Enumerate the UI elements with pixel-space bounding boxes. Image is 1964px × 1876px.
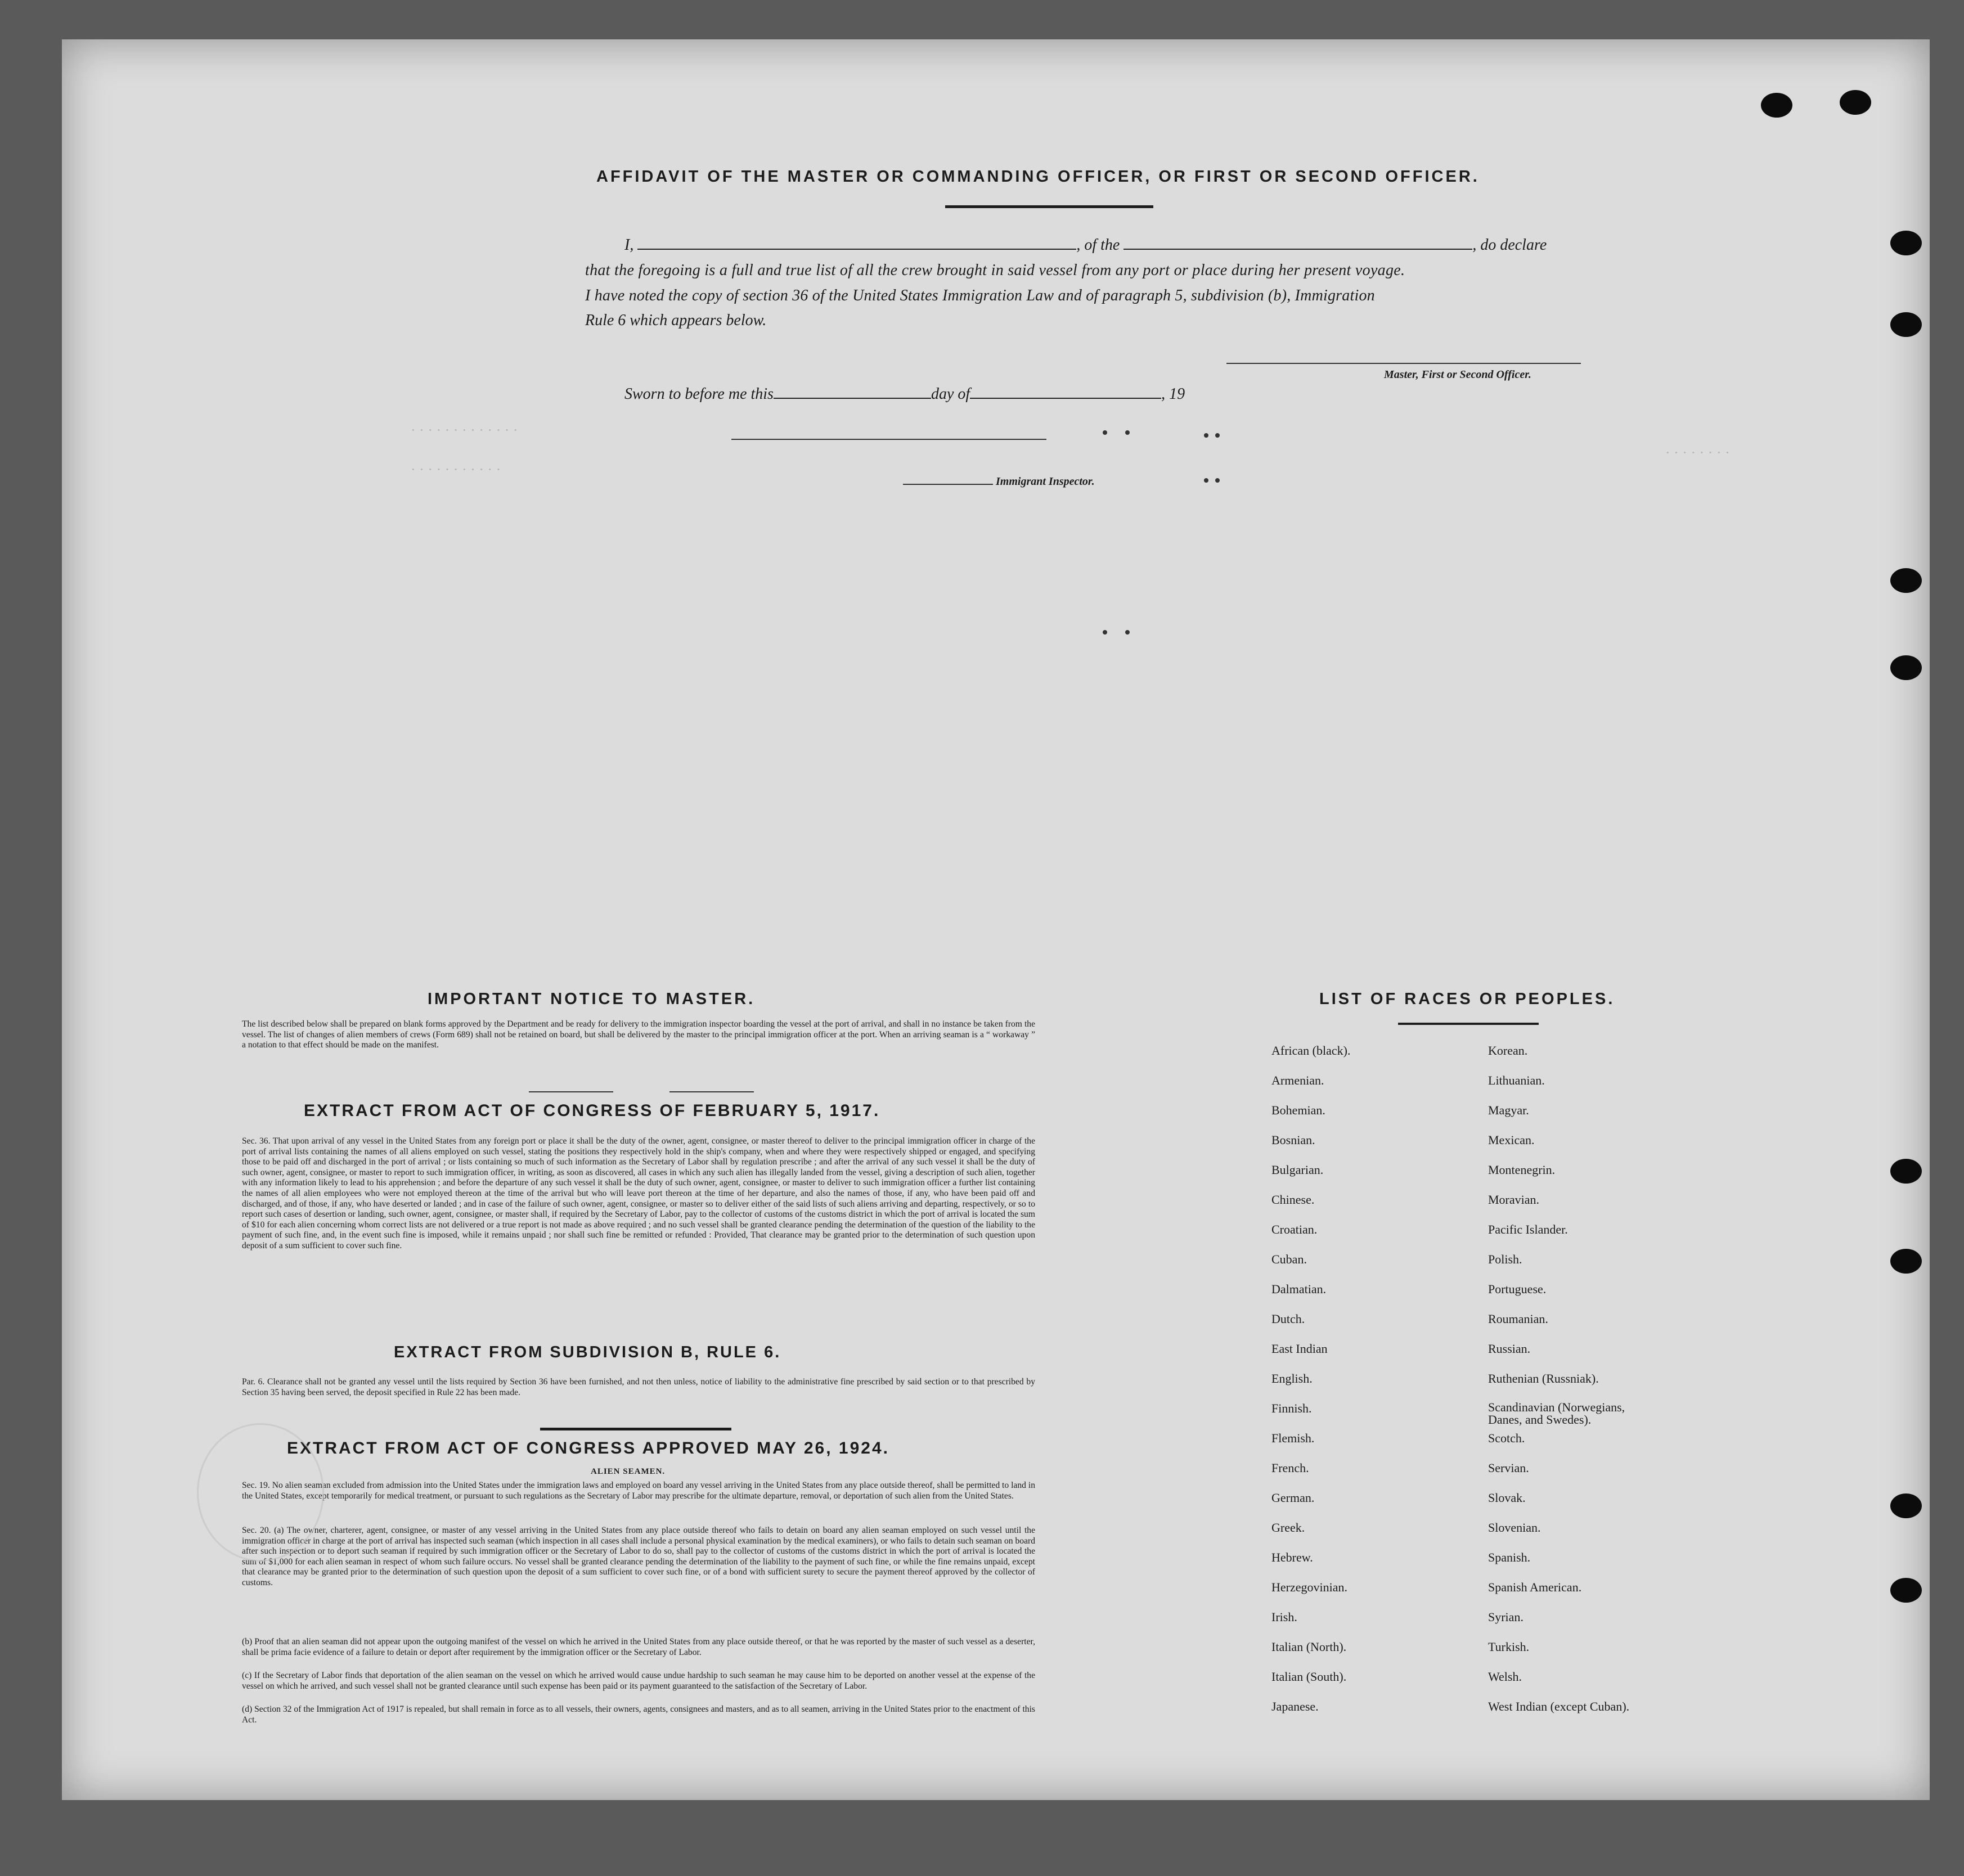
- speck: [1204, 433, 1208, 438]
- race-item: West Indian (except Cuban).: [1488, 1699, 1630, 1713]
- race-item: Italian (South).: [1271, 1670, 1347, 1684]
- race-item: Chinese.: [1271, 1193, 1315, 1207]
- race-item: Bulgarian.: [1271, 1163, 1324, 1177]
- race-item: Scotch.: [1488, 1431, 1525, 1445]
- race-item: African (black).: [1271, 1043, 1351, 1058]
- subdivision-title: EXTRACT FROM SUBDIVISION B, RULE 6.: [394, 1343, 781, 1361]
- race-item: Croatian.: [1271, 1222, 1318, 1236]
- speck: [1125, 630, 1130, 635]
- race-item: Bosnian.: [1271, 1133, 1315, 1147]
- race-item: Dutch.: [1271, 1312, 1305, 1326]
- punch-hole: [1890, 231, 1922, 255]
- speck: [1215, 433, 1220, 438]
- race-item: Slovenian.: [1488, 1520, 1541, 1535]
- speck: [1125, 430, 1130, 435]
- of-the-label: , of the: [1076, 236, 1120, 254]
- race-item: Lithuanian.: [1488, 1073, 1545, 1087]
- bleed-through-marks: · · · · · · · · · · · · ·: [411, 422, 518, 438]
- race-item: Cuban.: [1271, 1252, 1307, 1266]
- sworn-line: [624, 385, 1185, 403]
- race-item: Syrian.: [1488, 1610, 1523, 1624]
- affidavit-text-line: that the foregoing is a full and true list of all the crew brought in said vessel from any port or place during her present voyage.: [585, 262, 1405, 279]
- alien-seamen-subtitle: ALIEN SEAMEN.: [591, 1467, 666, 1476]
- punch-hole: [1890, 655, 1922, 680]
- race-item: German.: [1271, 1491, 1315, 1505]
- sworn-prefix: Sworn to before me this: [624, 385, 774, 403]
- speck: [1204, 478, 1208, 483]
- inspector-caption: Immigrant Inspector.: [996, 475, 1095, 488]
- punch-hole: [1890, 1159, 1922, 1184]
- signature-line: [1226, 363, 1581, 364]
- race-item: English.: [1271, 1371, 1313, 1385]
- race-item: Scandinavian (Norwegians, Danes, and Swedes).: [1488, 1400, 1625, 1427]
- punch-hole: [1890, 568, 1922, 593]
- race-item: Montenegrin.: [1488, 1163, 1556, 1177]
- speck: [1215, 478, 1220, 483]
- race-item: Russian.: [1488, 1342, 1531, 1356]
- affidavit-title: AFFIDAVIT OF THE MASTER OR COMMANDING OFFICER, OR FIRST OR SECOND OFFICER.: [596, 168, 1480, 186]
- bleed-through-marks: · · · · · · · · · · ·: [411, 461, 501, 478]
- race-item: Bohemian.: [1271, 1103, 1325, 1117]
- extract-1924-sec20d: (d) Section 32 of the Immigration Act of 1917 is repealed, but shall remain in force as to all vessels, their owners, agents, consignees and masters, and as to all seamen, arriving in the United States prior to the enactment of this Act.: [242, 1704, 1035, 1725]
- race-item: Portuguese.: [1488, 1282, 1547, 1296]
- race-item: Japanese.: [1271, 1699, 1319, 1713]
- punch-hole: [1890, 1249, 1922, 1274]
- declarant-name-blank[interactable]: [637, 237, 1076, 250]
- race-item: French.: [1271, 1461, 1309, 1475]
- document-page: [62, 39, 1930, 1800]
- race-item: Herzegovinian.: [1271, 1580, 1347, 1594]
- sworn-day-label: day of: [931, 385, 970, 403]
- race-item: Welsh.: [1488, 1670, 1522, 1684]
- race-item: Greek.: [1271, 1520, 1305, 1535]
- extract-1924-sec19: Sec. 19. No alien seaman excluded from admission into the United States under the immigration laws and employed on board any vessel arriving in the United States from any place outside thereof, shall be permitted to land in the United States, except temporarily for medical treatment, or pursuant to such regulations as the Secretary of Labor may prescribe for the ultimate departure, removal, or deportation of such alien from the United States.: [242, 1481, 1035, 1501]
- race-item: Moravian.: [1488, 1193, 1540, 1207]
- race-item: Roumanian.: [1488, 1312, 1548, 1326]
- extract-1917-title: EXTRACT FROM ACT OF CONGRESS OF FEBRUARY 5, 1917.: [304, 1101, 880, 1120]
- race-item: Slovak.: [1488, 1491, 1526, 1505]
- extract-1924-sec20a: Sec. 20. (a) The owner, charterer, agent, consignee, or master of any vessel arriving in the United States from any place outside thereof who fails to detain on board any alien seaman employed on such vessel until the immigration officer in charge at the port of arrival has inspected such seaman (which inspection in all cases shall include a personal physical examination by the medical examiners), or who fails to detain such seaman on board after such inspection or to deport such seaman if required by such immigration officer or the Secretary of Labor to do so, shall pay to the collector of customs of the customs district in which the port of arrival is located the sum of $1,000 for each alien seaman in respect of whom such failure occurs. No vessel shall be granted clearance pending the determination of the liability to the payment of such fine, or while the fine remains unpaid, except that clearance may be granted prior to the determination of such question upon the deposit of a sum sufficient to cover such fine, or of a bond with sufficient surety to secure the payment thereof approved by the collector of customs.: [242, 1526, 1035, 1587]
- race-item: Hebrew.: [1271, 1550, 1313, 1564]
- sworn-year-label: , 19: [1161, 385, 1185, 403]
- race-item: Dalmatian.: [1271, 1282, 1327, 1296]
- affidavit-declaration-line: [585, 236, 1547, 254]
- inspector-caption-line: [903, 484, 993, 485]
- race-item: Polish.: [1488, 1252, 1522, 1266]
- embossed-seal: [197, 1423, 324, 1562]
- race-item: Irish.: [1271, 1610, 1297, 1624]
- race-item: Italian (North).: [1271, 1640, 1347, 1654]
- extract-1924-sec20b: (b) Proof that an alien seaman did not appear upon the outgoing manifest of the vessel on which he arrived in the United States from any place outside thereof, or that he was reported by the master of such vessel as a deserter, shall be prima facie evidence of a failure to detain or deport after requirement by the immigration officer or the Secretary of Labor.: [242, 1637, 1035, 1657]
- punch-hole: [1890, 1493, 1922, 1518]
- punch-hole: [1890, 312, 1922, 337]
- punch-hole: [1761, 93, 1792, 118]
- notice-body: The list described below shall be prepared on blank forms approved by the Department and be ready for delivery to the immigration inspector boarding the vessel at the port of arrival, and shall in no instance be taken from the vessel. The list of changes of alien members of crews (Form 689) shall not be retained on board, but shall be delivered by the master to the principal immigration officer at the port. When an arriving seaman is a “ workaway ” a notation to that effect should be made on the manifest.: [242, 1019, 1035, 1050]
- race-item: Spanish American.: [1488, 1580, 1582, 1594]
- notice-title: IMPORTANT NOTICE TO MASTER.: [428, 990, 756, 1008]
- extract-1924-title: EXTRACT FROM ACT OF CONGRESS APPROVED MAY 26, 1924.: [287, 1439, 889, 1457]
- races-title: LIST OF RACES OR PEOPLES.: [1319, 990, 1615, 1008]
- punch-hole: [1890, 1578, 1922, 1603]
- extract-1917-body: Sec. 36. That upon arrival of any vessel in the United States from any foreign port or place it shall be the duty of the owner, agent, consignee, or master thereof to deliver to the principal immigration officer in charge of the port of arrival lists containing the names of all aliens employed on such vessel, stating the positions they respectively hold in the ship's company, when and where they were respectively shipped or engaged, and specifying those to be paid off and discharged in the port of arrival ; or lists containing so much of such information as the Secretary of Labor shall by regulation prescribe ; and after the arrival of any such vessel it shall be the duty of such owner, agent, consignee, or master to report to such immigration officer, in writing, as soon as discovered, all cases in which any such alien has illegally landed from the vessel, giving a description of such alien, together with any information likely to lead to his apprehension ; and before the departure of any such vessel it shall be the duty of such owner, agent, consignee, or master to deliver to such immigration officer a further list containing the names of all alien employees who were not employed thereon at the time of the arrival but who will leave port thereon at the time of her departure, and also the names of those, if any, who have been paid off and discharged, and of those, if any, who have deserted or landed ; and in case of the failure of such owner, agent, consignee, or master so to deliver either of the said lists of such aliens arriving and departing, respectively, or so to report such cases of desertion or landing, such owner, agent, consignee, or master shall, if required by the Secretary of Labor, pay to the collector of customs of the customs district in which the port of arrival is located the sum of $10 for each alien concerning whom correct lists are not delivered or a true report is not made as above required ; and no such vessel shall be granted clearance pending the determination of the question of the liability to the payment of such fine, and, in the event such fine is imposed, while it remains unpaid ; nor shall such fine be remitted or refunded : Provided, That clearance may be granted prior to the determination of such question upon deposit of a sum sufficient to cover such fine.: [242, 1136, 1035, 1250]
- title-divider: [945, 205, 1153, 208]
- race-item: Mexican.: [1488, 1133, 1535, 1147]
- race-item: Ruthenian (Russniak).: [1488, 1371, 1599, 1385]
- race-item: Magyar.: [1488, 1103, 1529, 1117]
- inspector-signature-line: [731, 439, 1046, 440]
- race-item: Korean.: [1488, 1043, 1528, 1058]
- section-divider: [669, 1091, 754, 1092]
- extract-1924-sec20c: (c) If the Secretary of Labor finds that deportation of the alien seaman on the vessel on which he arrived would cause undue hardship to such seaman he may cause him to be deported on another vessel at the expense of the vessel on which he arrived, and such vessel shall not be granted clearance until such expense has been paid or its payment guaranteed to the satisfaction of the Secretary of Labor.: [242, 1671, 1035, 1691]
- race-item: Flemish.: [1271, 1431, 1315, 1445]
- declare-label: , do declare: [1472, 236, 1547, 254]
- affidavit-text-line: Rule 6 which appears below.: [585, 312, 767, 329]
- race-item: Turkish.: [1488, 1640, 1530, 1654]
- race-item: Pacific Islander.: [1488, 1222, 1568, 1236]
- race-item: Spanish.: [1488, 1550, 1531, 1564]
- race-item: Armenian.: [1271, 1073, 1324, 1087]
- subdivision-body: Par. 6. Clearance shall not be granted any vessel until the lists required by Section 36 have been furnished, and not then unless, notice of liability to the administrative fine prescribed by said section or to that prescribed by Section 35 having been served, the deposit specified in Rule 22 has been made.: [242, 1377, 1035, 1397]
- vessel-name-blank[interactable]: [1123, 237, 1472, 250]
- sworn-day-blank[interactable]: [774, 386, 931, 399]
- signature-caption: Master, First or Second Officer.: [1384, 368, 1531, 381]
- speck: [1103, 430, 1107, 435]
- race-item: Servian.: [1488, 1461, 1529, 1475]
- punch-hole: [1840, 90, 1871, 115]
- affidavit-text-line: I have noted the copy of section 36 of the United States Immigration Law and of paragraph 5, subdivision (b), Immigration: [585, 287, 1375, 304]
- section-divider: [540, 1428, 731, 1430]
- section-divider: [529, 1091, 613, 1092]
- declarant-prefix: I,: [624, 236, 634, 254]
- bleed-through-marks: · · · · · · · ·: [1665, 444, 1730, 461]
- races-divider: [1398, 1023, 1539, 1025]
- race-item: Finnish.: [1271, 1401, 1312, 1415]
- sworn-month-blank[interactable]: [970, 386, 1161, 399]
- speck: [1103, 630, 1107, 635]
- race-item: East Indian: [1271, 1342, 1328, 1356]
